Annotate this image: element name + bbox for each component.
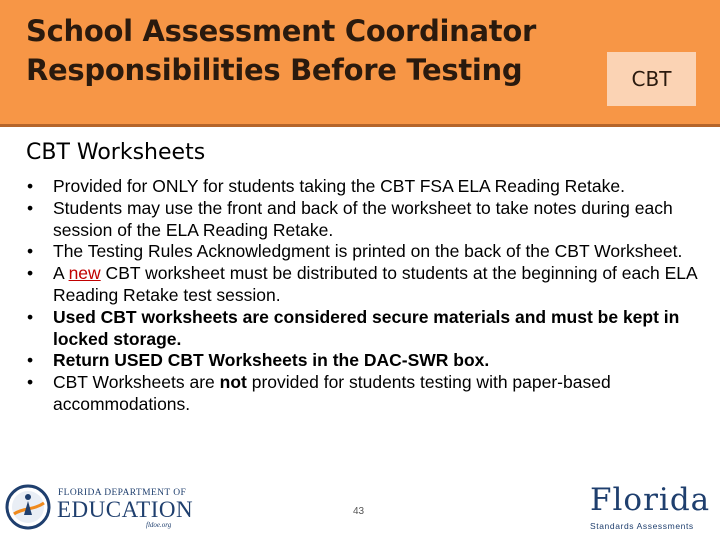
bullet-item: • Used CBT worksheets are considered secure materials and must be kept in locked storage. [27, 306, 680, 349]
title-banner [0, 0, 720, 127]
page-title [26, 12, 596, 90]
bullet-item: • Provided for ONLY for students taking the CBT FSA ELA Reading Retake. [27, 176, 625, 196]
bullet-dot: • [27, 306, 34, 327]
title-line-1: School Assessment Coordinator [26, 14, 536, 48]
fdoe-logo-sub-text: fldoe.org [146, 521, 172, 529]
bullet-dot: • [27, 197, 34, 218]
title-line-2: Responsibilities Before Testing [26, 53, 523, 88]
fdoe-logo-main-text: EDUCATION [57, 497, 194, 522]
bullet-dot: • [27, 176, 34, 196]
bullet-item: • Return USED CBT Worksheets in the DAC-SWR box. [27, 350, 490, 371]
bullet-item: • CBT Worksheets are not provided for students testing with paper-based accommodations. [27, 372, 611, 414]
fdoe-logo-top-text: FLORIDA DEPARTMENT OF [58, 488, 187, 498]
bullet-item: • The Testing Rules Acknowledgment is printed on the back of the CBT Worksheet. [27, 241, 683, 262]
fsa-logo [588, 482, 714, 536]
bullet-dot: • [27, 263, 34, 284]
emphasis-not: not [219, 372, 247, 393]
bullet-list [26, 176, 702, 416]
fsa-logo-wordmark: Florida [590, 482, 711, 518]
bullet-dot: • [27, 241, 34, 262]
bullet-item: • A new CBT worksheet must be distributed to students at the beginning of each ELA Reading Retake test session. [27, 263, 697, 305]
section-title: CBT Worksheets [26, 140, 206, 165]
bullet-item: • Students may use the front and back of the worksheet to take notes during each session of the ELA Reading Retake. [27, 197, 673, 240]
bullet-dot: • [27, 350, 34, 371]
bullet-dot: • [27, 372, 34, 393]
fdoe-emblem-icon [4, 483, 54, 531]
fdoe-logo [4, 483, 194, 531]
page-number: 43 [353, 506, 365, 517]
emphasis-new: new [68, 263, 101, 284]
cbt-badge: CBT [607, 52, 696, 106]
fsa-logo-subtitle: Standards Assessments [590, 521, 694, 531]
